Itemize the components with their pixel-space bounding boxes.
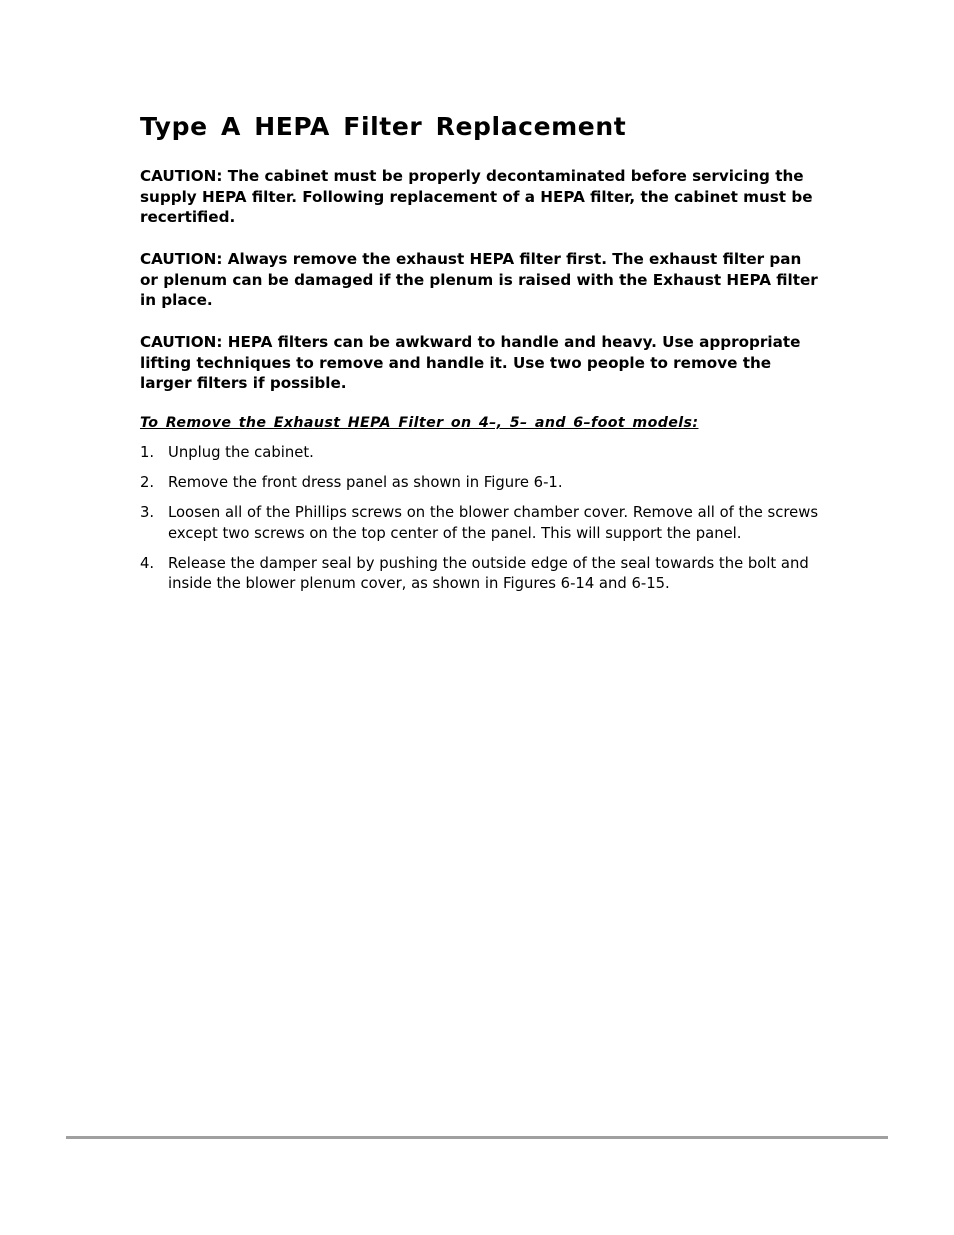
step-text: Release the damper seal by pushing the outside edge of the seal towards the bolt and inside the blower plenum cover, as shown in Figures 6-14 and 6-15. bbox=[168, 554, 809, 593]
step-item bbox=[140, 503, 830, 544]
step-text: Loosen all of the Phillips screws on the blower chamber cover. Remove all of the screws except two screws on the top center of the panel. This will support the panel. bbox=[168, 503, 819, 542]
caution-filter-handling: CAUTION: HEPA filters can be awkward to handle and heavy. Use appropriate lifting techniques to remove and handle it. Use two people to remove the larger filters if possible. bbox=[140, 333, 801, 393]
page-title: Type A HEPA Filter Replacement bbox=[140, 112, 627, 141]
procedure-heading: To Remove the Exhaust HEPA Filter on 4–, 5– and 6–foot models: bbox=[140, 415, 699, 431]
step-item bbox=[140, 554, 830, 595]
step-number: 4. bbox=[140, 554, 155, 572]
step-text: Remove the front dress panel as shown in Figure 6-1. bbox=[168, 473, 563, 491]
caution-exhaust-filter-first: CAUTION: Always remove the exhaust HEPA filter first. The exhaust filter pan or plenum can be damaged if the plenum is raised with the Exhaust HEPA filter in place. bbox=[140, 250, 818, 310]
step-item bbox=[140, 443, 830, 464]
step-item bbox=[140, 473, 830, 494]
step-number: 3. bbox=[140, 503, 155, 521]
footer-divider bbox=[66, 1136, 888, 1139]
step-text: Unplug the cabinet. bbox=[168, 444, 314, 461]
step-number: 2. bbox=[140, 473, 155, 491]
procedure-steps-list bbox=[140, 443, 830, 604]
step-number: 1. bbox=[140, 444, 155, 461]
caution-decontamination: CAUTION: The cabinet must be properly decontaminated before servicing the supply HEPA filter. Following replacement of a HEPA filter, the cabinet must be recertified. bbox=[140, 167, 813, 227]
